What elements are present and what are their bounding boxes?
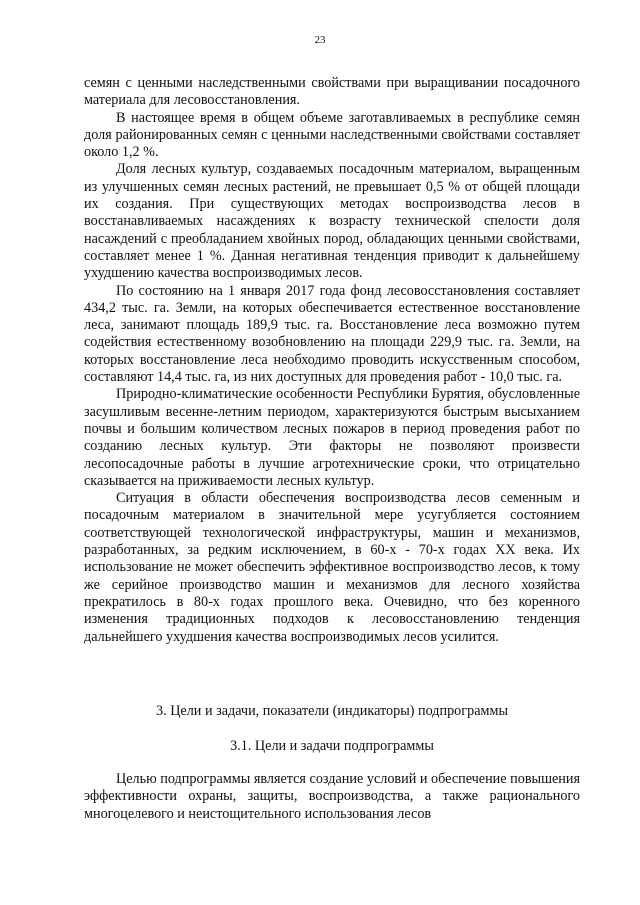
paragraph-infrastructure: Ситуация в области обеспечения воспроизводства лесов семенным и посадочным материалом в значительной мере усугубляется состоянием соответствующей технологической инфраструктуры, машин и механизмов, разработанных, за редким исключением, в 60-х - 70-х годах XX века. Их использование не может обеспечить эффективное воспроизводство лесов, к тому же серийное производство машин и механизмов для лесного хозяйства прекратилось в 80-х годах прошлого века. Очевидно, что без коренного изменения традиционных подходов к лесовосстановлению тенденция дальнейшего ухудшения качества воспроизводимых лесов усилится. <box>84 490 580 645</box>
section-heading: 3. Цели и задачи, показатели (индикаторы) подпрограммы <box>156 703 508 719</box>
paragraph-reforestation-fund: По состоянию на 1 января 2017 года фонд лесовосстановления составляет 434,2 тыс. га. Земли, на которых обеспечивается естественное восстановление леса, занимают площадь 189,9 тыс. га. Восстановление леса возможно путем содействия естественному возобновлению на площади 229,9 тыс. га. Земли, на которых восстановление леса необходимо проводить искусственным способом, составляют 14,4 тыс. га, из них доступных для проведения работ - 10,0 тыс. га. <box>84 282 580 386</box>
subsection-heading: 3.1. Цели и задачи подпрограммы <box>230 738 434 754</box>
paragraph-continuation: семян с ценными наследственными свойствами при выращивании посадочного материала для лесовосстановления. <box>84 75 580 109</box>
paragraph-goal: Целью подпрограммы является создание условий и обеспечение повышения эффективности охраны, защиты, воспроизводства, а также рационального многоцелевого и неистощительного использования лесов <box>84 771 580 822</box>
page-number: 23 <box>314 34 326 46</box>
paragraph-climate-conditions: Природно-климатические особенности Республики Бурятия, обусловленные засушливым весенне-летним периодом, характеризуются быстрым высыханием почвы и большим количеством лесных пожаров в период проведения работ по созданию лесных культур. Эти факторы не позволяют произвести лесопосадочные работы в лучшие агротехнические сроки, что отрицательно сказывается на приживаемости лесных культур. <box>84 386 580 489</box>
body-text <box>84 75 580 646</box>
paragraph-forest-cultures: Доля лесных культур, создаваемых посадочным материалом, выращенным из улучшенных семян лесных растений, не превышает 0,5 % от общей площади их создания. При существующих методах воспроизводства лесов в восстанавливаемых насаждениях к возрасту технической спелости доля насаждений с преобладанием хвойных пород, обладающих ценными свойствами, составляет менее 1 %. Данная негативная тенденция приводит к дальнейшему ухудшению качества воспроизводимых лесов. <box>84 161 580 282</box>
body-text-goals <box>84 771 580 823</box>
paragraph-seed-share: В настоящее время в общем объеме заготавливаемых в республике семян доля районированных семян с ценными наследственными свойствами составляет около 1,2 %. <box>84 109 580 161</box>
